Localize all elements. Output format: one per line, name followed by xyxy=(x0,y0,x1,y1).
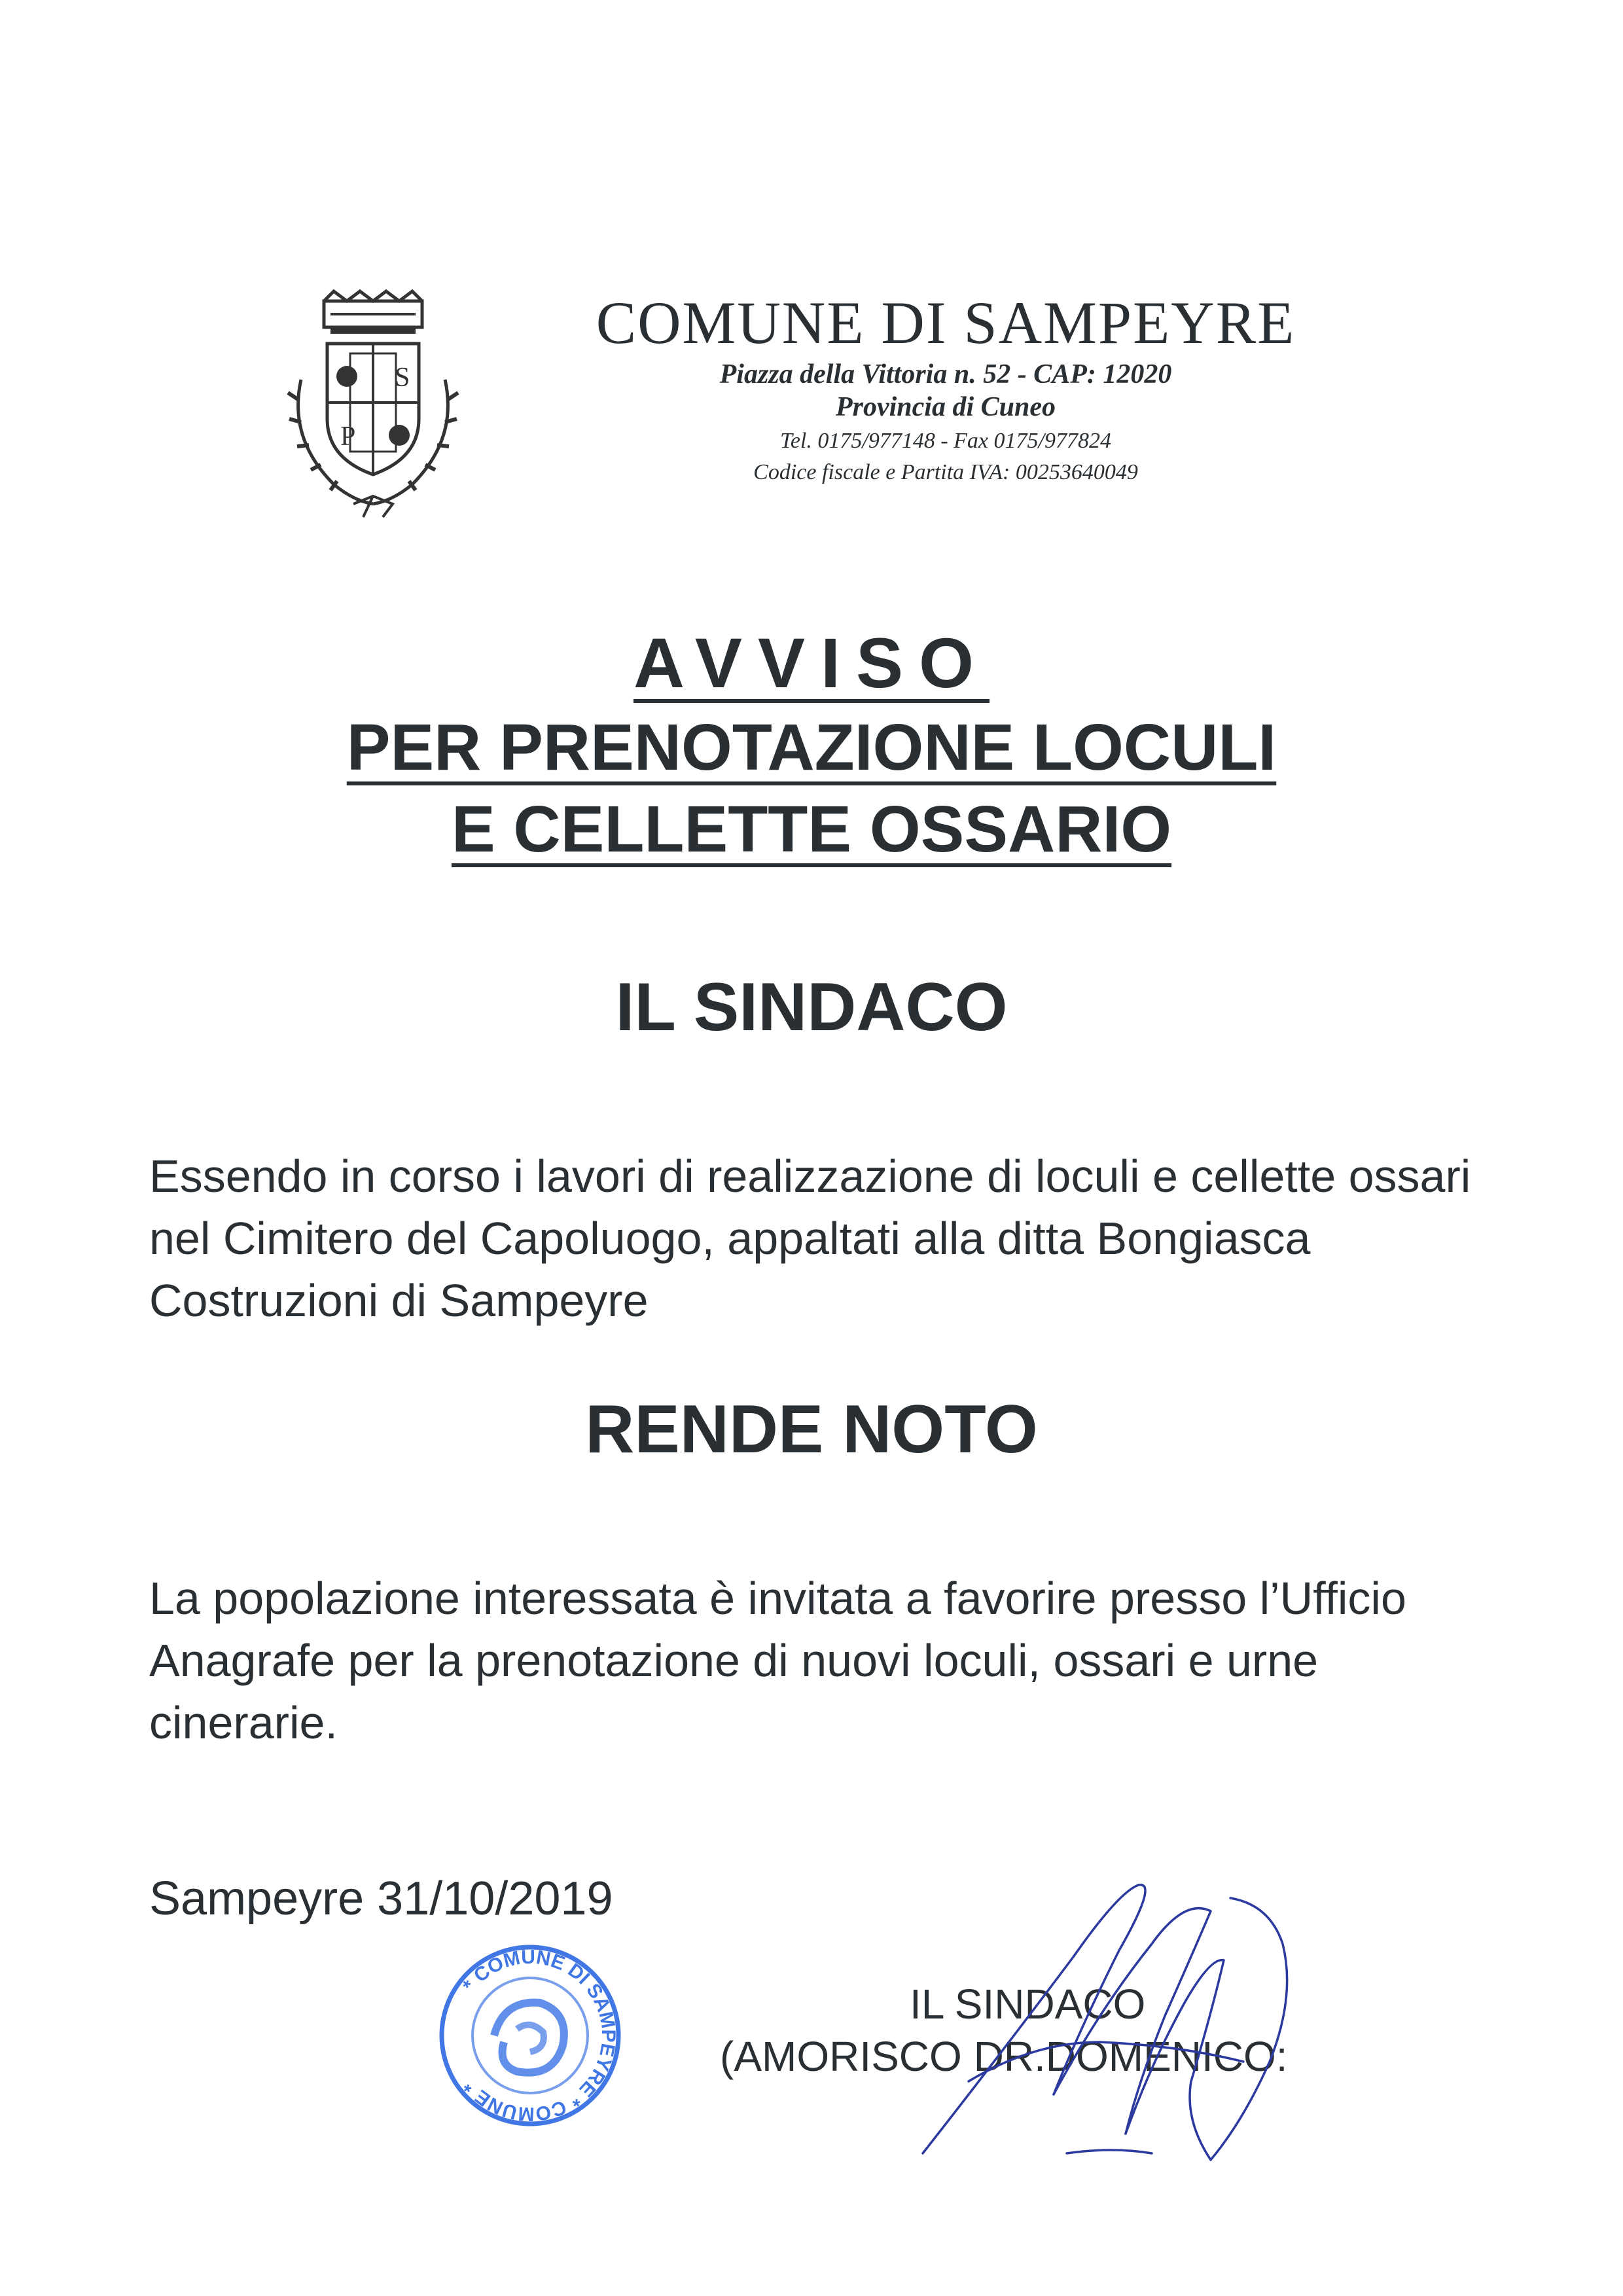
body-paragraph-2: La popolazione interessata è invitata a favorire presso l’Ufficio Anagrafe per la prenotazione di nuovi loculi, ossari e urne cinerarie. xyxy=(149,1573,1406,1748)
announcement-heading: RENDE NOTO xyxy=(585,1391,1038,1467)
signatory-name: (AMORISCO DR.DOMENICO: xyxy=(720,2033,1288,2080)
svg-text:S: S xyxy=(395,363,410,393)
tax-code-line: Codice fiscale e Partita IVA: 00253640049 xyxy=(753,460,1138,484)
municipality-name: COMUNE DI SAMPEYRE xyxy=(596,289,1296,356)
notice-subtitle-line2-text: E CELLETTE OSSARIO xyxy=(451,793,1172,866)
date-line: Sampeyre 31/10/2019 xyxy=(149,1873,613,1925)
signatory-title: IL SINDACO xyxy=(910,1981,1146,2028)
contacts-line: Tel. 0175/977148 - Fax 0175/977824 xyxy=(780,429,1111,453)
notice-title-text: AVVISO xyxy=(633,623,990,702)
address-line: Piazza della Vittoria n. 52 - CAP: 12020 xyxy=(719,359,1172,389)
coat-of-arms-logo xyxy=(275,288,471,524)
body-paragraph-1: Essendo in corso i lavori di realizzazione di loculi e cellette ossari nel Cimitero del Capoluogo, appaltati alla ditta Bongiasca Costruzioni di Sampeyre xyxy=(149,1151,1471,1326)
notice-subtitle-line1-text: PER PRENOTAZIONE LOCULI xyxy=(346,711,1277,784)
svg-text:P: P xyxy=(340,422,356,452)
notice-title xyxy=(0,622,1623,704)
mayor-heading: IL SINDACO xyxy=(615,969,1008,1045)
municipal-stamp xyxy=(432,1937,628,2134)
handwritten-signature xyxy=(903,1846,1335,2186)
notice-subtitle-line1 xyxy=(0,710,1623,785)
province-line: Provincia di Cuneo xyxy=(835,392,1056,422)
notice-subtitle-line2 xyxy=(0,792,1623,867)
svg-text:* COMUNE DI SAMPEYRE * COMUNE: * COMUNE DI SAMPEYRE * COMUNE * xyxy=(458,1946,620,2125)
